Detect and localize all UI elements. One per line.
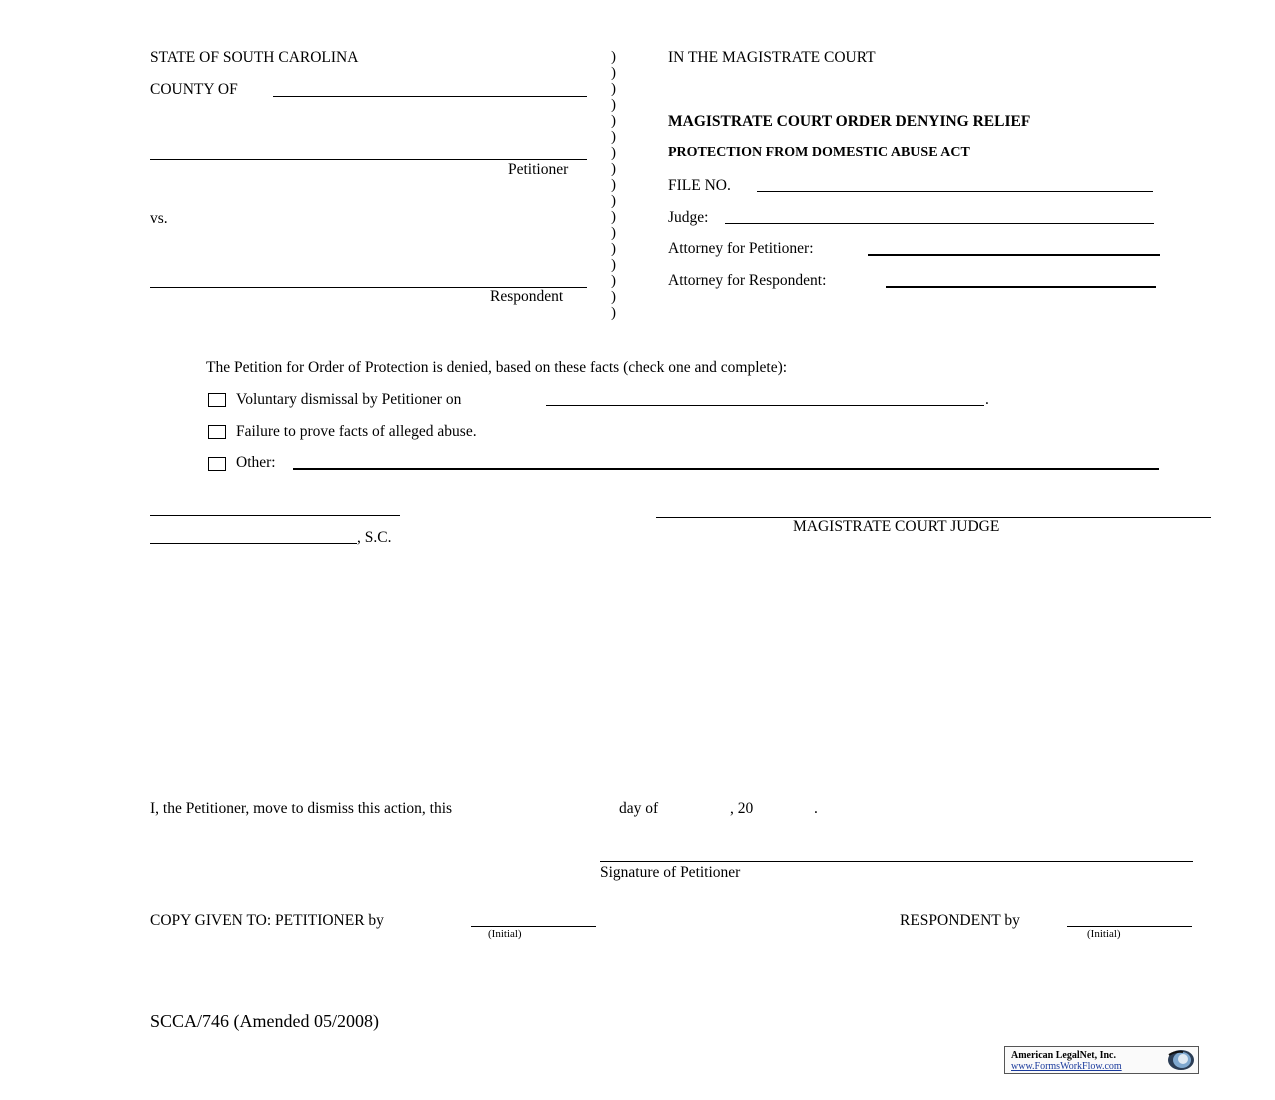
vs-label: vs. xyxy=(150,210,168,227)
attorney-petitioner-field[interactable] xyxy=(868,254,1160,256)
county-field[interactable] xyxy=(273,96,587,97)
petitioner-label: Petitioner xyxy=(508,161,569,178)
publisher-url[interactable]: www.FormsWorkFlow.com xyxy=(1011,1061,1122,1072)
judge-signature-label: MAGISTRATE COURT JUDGE xyxy=(793,518,1000,535)
court-name: IN THE MAGISTRATE COURT xyxy=(668,49,876,66)
judge-label: Judge: xyxy=(668,209,709,226)
failure-to-prove-checkbox[interactable] xyxy=(208,425,226,439)
dismissal-period: . xyxy=(985,391,989,408)
petitioner-initial-field[interactable] xyxy=(471,926,596,927)
order-title: MAGISTRATE COURT ORDER DENYING RELIEF xyxy=(668,113,1031,130)
attorney-respondent-label: Attorney for Respondent: xyxy=(668,272,827,289)
petitioner-signature-line[interactable] xyxy=(600,861,1193,862)
attorney-respondent-field[interactable] xyxy=(886,286,1156,288)
petitioner-signature-label: Signature of Petitioner xyxy=(600,864,741,881)
petitioner-name-field[interactable] xyxy=(150,159,587,160)
voluntary-dismissal-label: Voluntary dismissal by Petitioner on xyxy=(236,391,462,408)
order-subtitle: PROTECTION FROM DOMESTIC ABUSE ACT xyxy=(668,145,970,160)
dismissal-statement: I, the Petitioner, move to dismiss this action, this xyxy=(150,800,453,817)
form-id: SCCA/746 (Amended 05/2008) xyxy=(150,1011,379,1031)
county-sc-field[interactable] xyxy=(150,543,357,544)
other-reason-field[interactable] xyxy=(293,468,1159,470)
respondent-label: Respondent xyxy=(490,288,564,305)
other-checkbox[interactable] xyxy=(208,457,226,471)
publisher-logo[interactable] xyxy=(1004,1046,1199,1074)
judge-field[interactable] xyxy=(725,223,1154,224)
year-prefix: , 20 xyxy=(730,800,754,817)
order-intro: The Petition for Order of Protection is denied, based on these facts (check one and complete): xyxy=(206,359,788,376)
copy-respondent-text: RESPONDENT by xyxy=(900,912,1020,929)
statement-period: . xyxy=(814,800,818,817)
voluntary-dismissal-checkbox[interactable] xyxy=(208,393,226,407)
city-field[interactable] xyxy=(150,515,400,516)
respondent-initial-label: (Initial) xyxy=(1087,928,1121,940)
attorney-petitioner-label: Attorney for Petitioner: xyxy=(668,240,814,257)
dismissal-date-field[interactable] xyxy=(546,405,984,406)
failure-to-prove-label: Failure to prove facts of alleged abuse. xyxy=(236,423,477,440)
day-of-label: day of xyxy=(619,800,659,817)
petitioner-initial-label: (Initial) xyxy=(488,928,522,940)
file-no-label: FILE NO. xyxy=(668,177,731,194)
sc-suffix: , S.C. xyxy=(357,529,392,546)
file-no-field[interactable] xyxy=(757,191,1153,192)
other-label: Other: xyxy=(236,454,276,471)
respondent-initial-field[interactable] xyxy=(1067,926,1192,927)
county-label: COUNTY OF xyxy=(150,81,238,98)
globe-icon xyxy=(1163,1049,1195,1071)
caption-divider: ) ) ) ) ) ) ) ) ) ) ) ) ) ) ) ) ) xyxy=(611,49,616,321)
copy-petitioner-text: COPY GIVEN TO: PETITIONER by xyxy=(150,912,384,929)
publisher-name: American LegalNet, Inc. xyxy=(1011,1050,1116,1061)
state-heading: STATE OF SOUTH CAROLINA xyxy=(150,49,359,66)
